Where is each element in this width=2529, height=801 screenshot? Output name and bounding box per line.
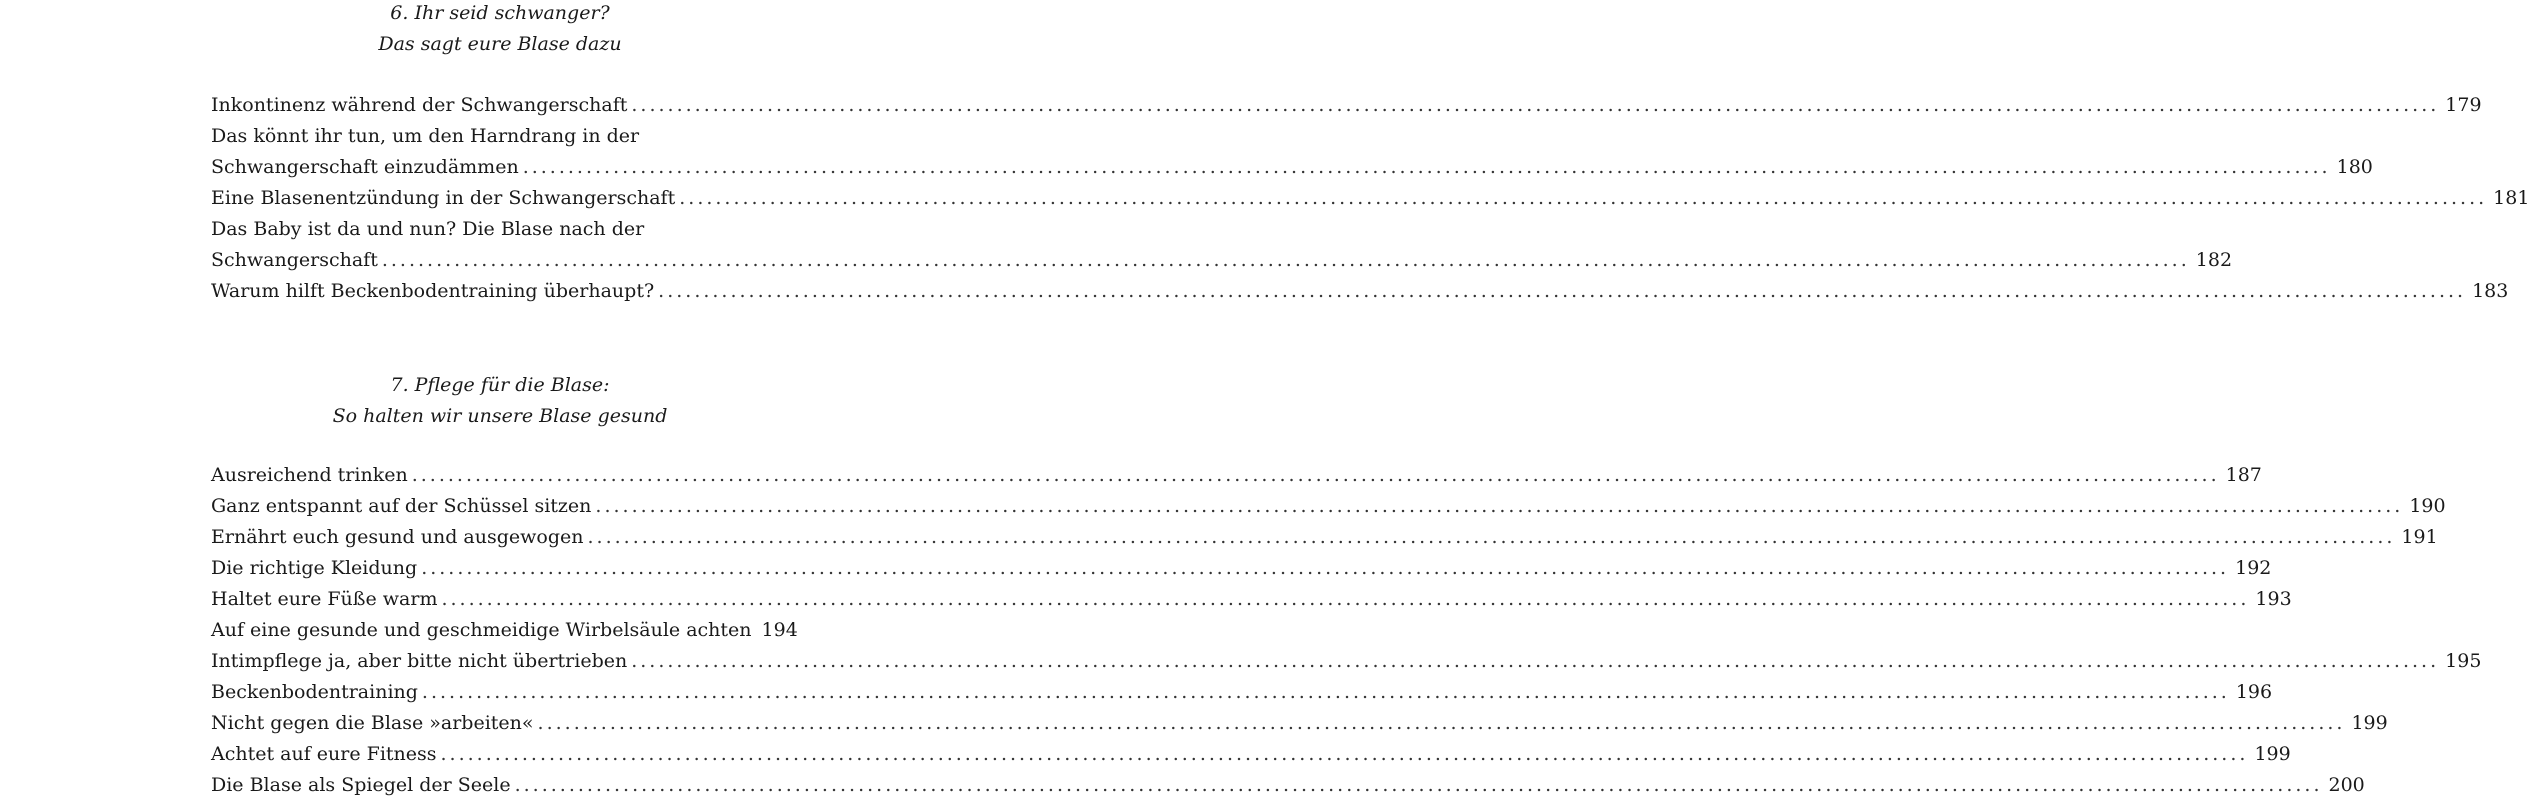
- toc-entry[interactable]: [211, 491, 2446, 522]
- toc-entry-title: Nicht gegen die Blase »arbeiten«: [211, 712, 534, 734]
- toc-entry[interactable]: [211, 183, 2529, 214]
- toc-entry-title: Achtet auf eure Fitness: [211, 743, 437, 765]
- toc-page-number: 200: [2328, 774, 2365, 796]
- chapter-6-toc-list: [211, 90, 2529, 307]
- toc-entry-title: Die Blase als Spiegel der Seele: [211, 774, 511, 796]
- toc-dot-leader: ........................................................................................................................................................................................................: [411, 464, 2220, 486]
- toc-page-number: 192: [2235, 557, 2272, 579]
- toc-entry[interactable]: [211, 90, 2482, 121]
- toc-entry-title: Auf eine gesunde und geschmeidige Wirbelsäule achten: [211, 619, 752, 641]
- toc-page-number: 194: [761, 619, 798, 641]
- toc-entry-title: Schwangerschaft einzudämmen: [211, 156, 519, 178]
- toc-entry[interactable]: [211, 522, 2438, 553]
- toc-entry-title: Ernährt euch gesund und ausgewogen: [211, 526, 584, 548]
- toc-entry-title: Schwangerschaft: [211, 249, 378, 271]
- toc-dot-leader: ........................................................................................................................................................................................................: [658, 280, 2467, 302]
- toc-dot-leader: ........................................................................................................................................................................................................: [381, 249, 2190, 271]
- toc-page-number: 183: [2472, 280, 2509, 302]
- toc-entry[interactable]: [211, 677, 2273, 708]
- toc-entry-title: Haltet eure Füße warm: [211, 588, 438, 610]
- toc-entry[interactable]: [211, 584, 2292, 615]
- toc-entry-title: Ganz entspannt auf der Schüssel sitzen: [211, 495, 592, 517]
- toc-entry[interactable]: [211, 615, 798, 646]
- toc-dot-leader: ........................................................................................................................................................................................................: [514, 774, 2323, 796]
- toc-dot-leader: ........................................................................................................................................................................................................: [421, 681, 2230, 703]
- chapter-6-title-line-2: Das sagt eure Blase dazu: [378, 33, 622, 55]
- toc-entry-title: Intimpflege ja, aber bitte nicht übertrieben: [211, 650, 628, 672]
- toc-page-number: 180: [2336, 156, 2373, 178]
- toc-entry[interactable]: [211, 708, 2388, 739]
- toc-dot-leader: ........................................................................................................................................................................................................: [631, 94, 2440, 116]
- toc-entry-title-line-1: Das könnt ihr tun, um den Harndrang in der: [211, 125, 640, 147]
- toc-entry[interactable]: [211, 553, 2272, 584]
- toc-dot-leader: ........................................................................................................................................................................................................: [595, 495, 2404, 517]
- chapter-7-heading: [0, 370, 1000, 432]
- chapter-6-title-line-1: 6. Ihr seid schwanger?: [390, 2, 610, 24]
- toc-page-number: 181: [2493, 187, 2529, 209]
- toc-dot-leader: ........................................................................................................................................................................................................: [587, 526, 2396, 548]
- chapter-6-heading: [0, 0, 1000, 60]
- toc-page-number: 193: [2255, 588, 2292, 610]
- toc-page-number: 196: [2235, 681, 2273, 703]
- toc-page-number: 195: [2445, 650, 2482, 672]
- toc-dot-leader: ........................................................................................................................................................................................................: [522, 156, 2331, 178]
- toc-entry-title: Beckenbodentraining: [211, 681, 418, 703]
- toc-page-number: 190: [2409, 495, 2446, 517]
- toc-entry-title: Ausreichend trinken: [211, 464, 408, 486]
- toc-entry[interactable]: [211, 646, 2482, 677]
- toc-page-number: 182: [2195, 249, 2233, 271]
- toc-dot-leader: ........................................................................................................................................................................................................: [537, 712, 2346, 734]
- toc-page-number: 191: [2401, 526, 2438, 548]
- toc-page-number: 179: [2445, 94, 2482, 116]
- toc-dot-leader: ........................................................................................................................................................................................................: [441, 588, 2250, 610]
- chapter-7-title-line-2: So halten wir unsere Blase gesund: [332, 405, 668, 427]
- toc-dot-leader: ........................................................................................................................................................................................................: [440, 743, 2249, 765]
- toc-entry[interactable]: [211, 739, 2291, 770]
- toc-entry[interactable]: [211, 121, 2373, 183]
- chapter-7-toc-list: [211, 460, 2482, 801]
- toc-entry-title: Die richtige Kleidung: [211, 557, 418, 579]
- toc-entry-title: Inkontinenz während der Schwangerschaft: [211, 94, 628, 116]
- toc-entry-title: Eine Blasenentzündung in der Schwangerschaft: [211, 187, 676, 209]
- toc-page-number: 199: [2254, 743, 2291, 765]
- toc-dot-leader: ........................................................................................................................................................................................................: [679, 187, 2488, 209]
- toc-entry[interactable]: [211, 214, 2233, 276]
- toc-entry[interactable]: [211, 460, 2262, 491]
- toc-entry[interactable]: [211, 770, 2365, 801]
- chapter-7-title-line-1: 7. Pflege für die Blase:: [390, 374, 610, 396]
- toc-dot-leader: ........................................................................................................................................................................................................: [631, 650, 2440, 672]
- toc-entry-title: Warum hilft Beckenbodentraining überhaupt?: [211, 280, 655, 302]
- toc-entry[interactable]: [211, 276, 2509, 307]
- toc-dot-leader: ........................................................................................................................................................................................................: [421, 557, 2230, 579]
- toc-entry-title-line-1: Das Baby ist da und nun? Die Blase nach der: [211, 218, 645, 240]
- toc-page-number: 199: [2351, 712, 2388, 734]
- toc-page-number: 187: [2225, 464, 2262, 486]
